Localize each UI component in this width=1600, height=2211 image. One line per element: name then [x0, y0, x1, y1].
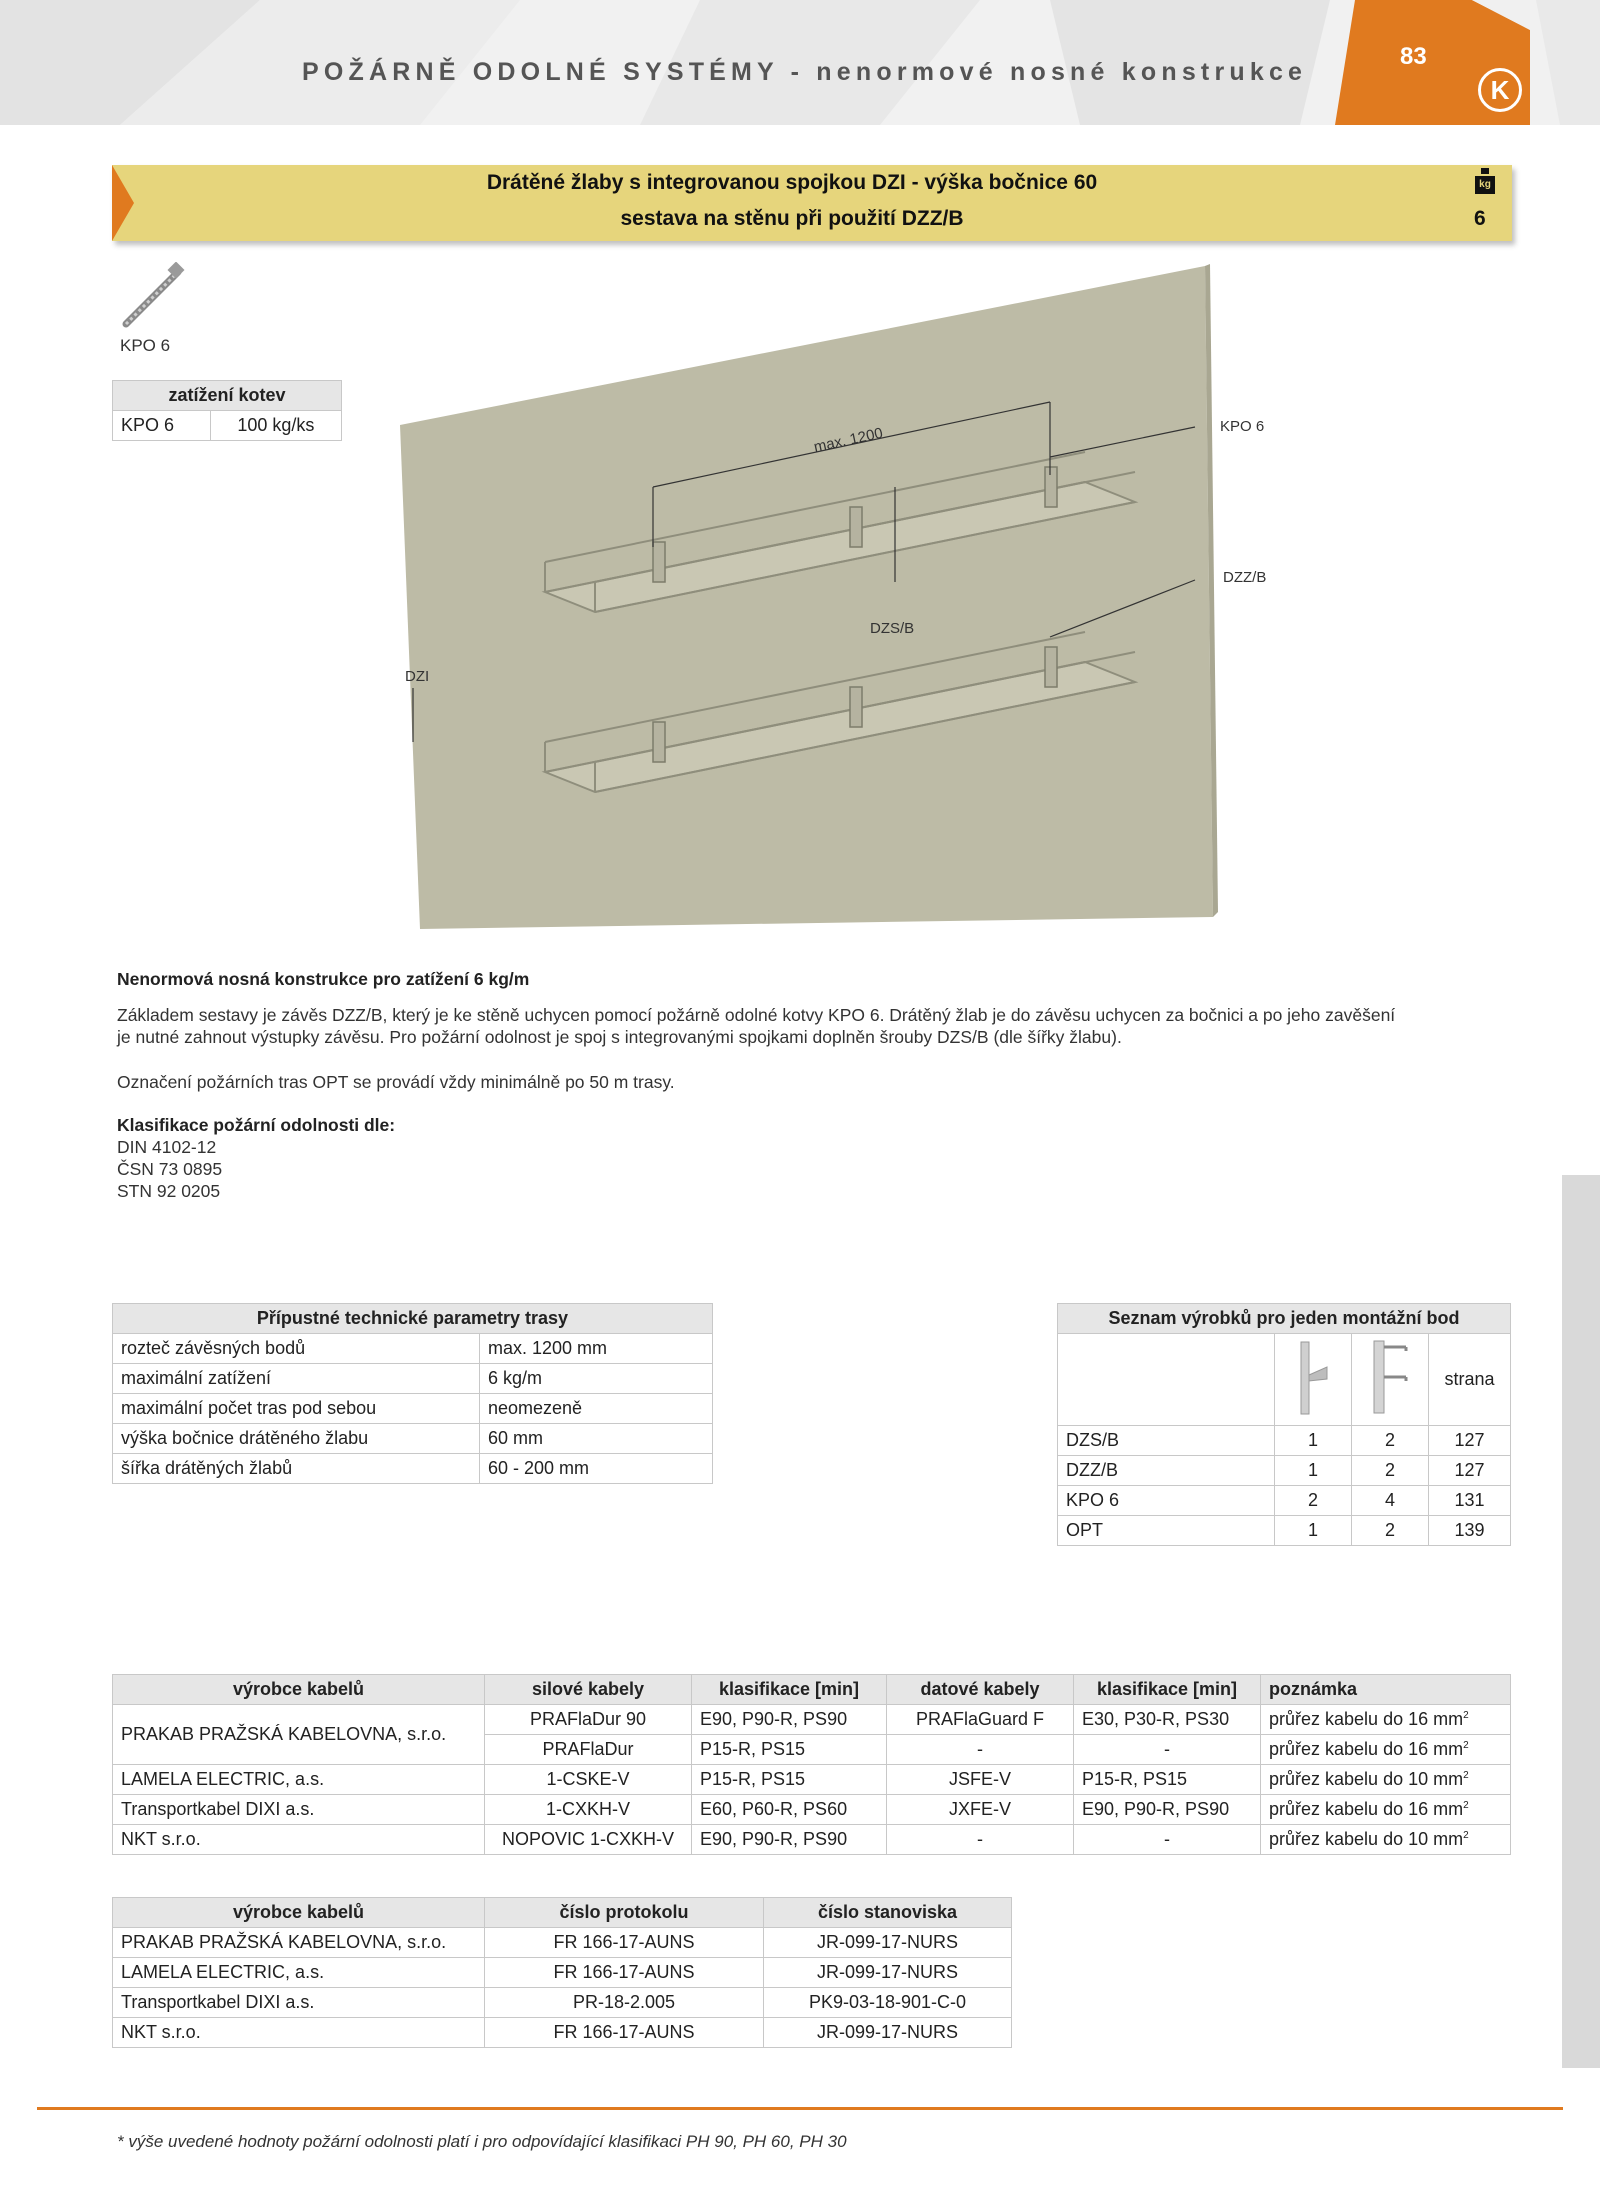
page-title: POŽÁRNĚ ODOLNÉ SYSTÉMY - nenormové nosné konstrukce [302, 58, 1308, 86]
standard-item: DIN 4102-12 [117, 1137, 217, 1157]
params-table-header: Přípustné technické parametry trasy [113, 1304, 713, 1334]
side-tab-bar [1562, 1175, 1600, 2068]
weight-value: 6 [1474, 207, 1486, 230]
col-header: silové kabely [485, 1675, 692, 1705]
table-cell: 2 [1275, 1486, 1352, 1516]
table-cell: JR-099-17-NURS [764, 1928, 1012, 1958]
note-text: průřez kabelu do 10 mm [1269, 1829, 1464, 1849]
note-text: průřez kabelu do 16 mm [1269, 1799, 1464, 1819]
col-header: číslo protokolu [485, 1898, 764, 1928]
description-heading: Nenormová nosná konstrukce pro zatížení 6 kg/m [117, 969, 530, 989]
col-header: klasifikace [min] [692, 1675, 887, 1705]
superscript: 2 [1463, 1770, 1469, 1781]
table-cell: FR 166-17-AUNS [485, 1958, 764, 1988]
table-cell: - [887, 1825, 1074, 1855]
weight-icon-label: kg [1475, 176, 1495, 194]
table-cell: 131 [1429, 1486, 1511, 1516]
table-cell: 60 - 200 mm [480, 1454, 713, 1484]
table-cell: P15-R, PS15 [692, 1735, 887, 1765]
table-row [113, 1334, 713, 1364]
table-cell: PRAFlaDur 90 [485, 1705, 692, 1735]
dzs-bracket-icon [1293, 1337, 1333, 1417]
table-cell: NKT s.r.o. [113, 1825, 485, 1855]
protocol-table [112, 1897, 1012, 2048]
table-cell: JXFE-V [887, 1795, 1074, 1825]
superscript: 2 [1463, 1740, 1469, 1751]
bracket-image [1275, 1334, 1352, 1426]
description-paragraph: Označení požárních tras OPT se provádí vždy minimálně po 50 m trasy. [117, 1072, 675, 1092]
table-cell: 1 [1275, 1456, 1352, 1486]
description-line: je nutné zahnout výstupky závěsu. Pro požární odolnost je spoj s integrovanými spojkami doplněn šrouby DZS/B (dle šířky žlabu). [117, 1027, 1122, 1047]
table-cell: PK9-03-18-901-C-0 [764, 1988, 1012, 2018]
table-cell: LAMELA ELECTRIC, a.s. [113, 1765, 485, 1795]
superscript: 2 [1463, 1710, 1469, 1721]
note-text: průřez kabelu do 16 mm [1269, 1709, 1464, 1729]
table-cell: šířka drátěných žlabů [113, 1454, 480, 1484]
logo-letter: K [1490, 75, 1510, 105]
table-row [113, 411, 342, 441]
table-cell: - [1074, 1825, 1261, 1855]
table-cell: 4 [1352, 1486, 1429, 1516]
table-row [113, 1394, 713, 1424]
table-row [113, 1825, 1511, 1855]
table-cell: 2 [1352, 1516, 1429, 1546]
dzz-hanger-icon [1368, 1337, 1412, 1417]
table-cell: E90, P90-R, PS90 [1074, 1795, 1261, 1825]
table-cell: LAMELA ELECTRIC, a.s. [113, 1958, 485, 1988]
table-cell: 1-CSKE-V [485, 1765, 692, 1795]
table-cell: PRAFlaDur [485, 1735, 692, 1765]
table-cell: DZZ/B [1058, 1456, 1275, 1486]
table-cell: FR 166-17-AUNS [485, 2018, 764, 2048]
table-cell: rozteč závěsných bodů [113, 1334, 480, 1364]
table-cell: JR-099-17-NURS [764, 1958, 1012, 1988]
note-text: průřez kabelu do 16 mm [1269, 1739, 1464, 1759]
table-cell: DZS/B [1058, 1426, 1275, 1456]
col-header: číslo stanoviska [764, 1898, 1012, 1928]
table-cell: max. 1200 mm [480, 1334, 713, 1364]
table-cell: 127 [1429, 1426, 1511, 1456]
table-cell: - [1074, 1735, 1261, 1765]
table-row [113, 1765, 1511, 1795]
table-row [113, 1795, 1511, 1825]
description-line: Základem sestavy je závěs DZZ/B, který je ke stěně uchycen pomocí požárně odolné kotvy KPO 6. Drátěný žlab je do závěsu uchycen za bočnici a po jeho zavěšení [117, 1005, 1396, 1025]
table-cell [1261, 1765, 1511, 1795]
standard-item: ČSN 73 0895 [117, 1159, 223, 1179]
table-cell: KPO 6 [113, 411, 211, 441]
label-dzi: DZI [405, 668, 430, 685]
table-cell: PR-18-2.005 [485, 1988, 764, 2018]
col-header: výrobce kabelů [113, 1675, 485, 1705]
table-cell: 1 [1275, 1426, 1352, 1456]
table-cell: maximální zatížení [113, 1364, 480, 1394]
col-header: poznámka [1261, 1675, 1511, 1705]
table-cell: - [887, 1735, 1074, 1765]
logo [1478, 68, 1522, 112]
label-dzsb: DZS/B [870, 620, 915, 637]
table-cell: maximální počet tras pod sebou [113, 1394, 480, 1424]
footnote: * výše uvedené hodnoty požární odolnosti platí i pro odpovídající klasifikaci PH 90, PH 60, PH 30 [117, 2132, 847, 2151]
table-cell: KPO 6 [1058, 1486, 1275, 1516]
table-cell: E60, P60-R, PS60 [692, 1795, 887, 1825]
table-row [113, 1705, 1511, 1735]
table-cell: 1-CXKH-V [485, 1795, 692, 1825]
table-row [1058, 1516, 1511, 1546]
table-row [1058, 1486, 1511, 1516]
table-cell: JSFE-V [887, 1765, 1074, 1795]
table-row [113, 1988, 1012, 2018]
table-cell: 2 [1352, 1456, 1429, 1486]
dimension-label: max. 1200 [812, 424, 885, 456]
table-cell [1261, 1735, 1511, 1765]
products-table [1057, 1303, 1511, 1546]
table-cell: 6 kg/m [480, 1364, 713, 1394]
weight-icon [1475, 168, 1495, 196]
col-strana: strana [1429, 1334, 1511, 1426]
label-kpo6: KPO 6 [1220, 418, 1265, 435]
table-cell [1261, 1795, 1511, 1825]
note-text: průřez kabelu do 10 mm [1269, 1769, 1464, 1789]
table-cell: 139 [1429, 1516, 1511, 1546]
products-table-header: Seznam výrobků pro jeden montážní bod [1058, 1304, 1511, 1334]
table-cell: výška bočnice drátěného žlabu [113, 1424, 480, 1454]
col-header: výrobce kabelů [113, 1898, 485, 1928]
table-cell: Transportkabel DIXI a.s. [113, 1988, 485, 2018]
table-cell [1261, 1705, 1511, 1735]
table-row [113, 1364, 713, 1394]
table-cell: E90, P90-R, PS90 [692, 1705, 887, 1735]
label-dzzb: DZZ/B [1223, 569, 1267, 586]
anchor-table-header: zatížení kotev [113, 381, 342, 411]
table-row [1058, 1334, 1511, 1426]
table-cell [1261, 1825, 1511, 1855]
parameters-table [112, 1303, 713, 1484]
table-row [113, 1454, 713, 1484]
table-cell: P15-R, PS15 [692, 1765, 887, 1795]
table-cell: Transportkabel DIXI a.s. [113, 1795, 485, 1825]
table-cell: NOPOVIC 1-CXKH-V [485, 1825, 692, 1855]
assembly-diagram [395, 262, 1295, 932]
banner-title: Drátěné žlaby s integrovanou spojkou DZI - výška bočnice 60 [486, 171, 1098, 194]
table-cell: JR-099-17-NURS [764, 2018, 1012, 2048]
cables-table [112, 1674, 1511, 1855]
table-cell: FR 166-17-AUNS [485, 1928, 764, 1958]
table-cell: P15-R, PS15 [1074, 1765, 1261, 1795]
anchor-label: KPO 6 [120, 336, 171, 355]
col-header: klasifikace [min] [1074, 1675, 1261, 1705]
table-cell: OPT [1058, 1516, 1275, 1546]
table-cell: E90, P90-R, PS90 [692, 1825, 887, 1855]
table-row [1058, 1426, 1511, 1456]
superscript: 2 [1463, 1800, 1469, 1811]
table-cell: 2 [1352, 1426, 1429, 1456]
table-row [113, 1424, 713, 1454]
hanger-image [1352, 1334, 1429, 1426]
table-row [113, 1928, 1012, 1958]
table-row [113, 1958, 1012, 1988]
col-header: datové kabely [887, 1675, 1074, 1705]
anchor-bolt-image [118, 262, 188, 332]
table-cell: PRAKAB PRAŽSKÁ KABELOVNA, s.r.o. [113, 1928, 485, 1958]
standard-item: STN 92 0205 [117, 1181, 221, 1201]
table-cell: E30, P30-R, PS30 [1074, 1705, 1261, 1735]
table-cell: neomezeně [480, 1394, 713, 1424]
page-number: 83 [1400, 43, 1427, 70]
table-cell: NKT s.r.o. [113, 2018, 485, 2048]
banner-subtitle: sestava na stěnu při použití DZZ/B [620, 207, 964, 230]
superscript: 2 [1463, 1830, 1469, 1841]
classification-heading: Klasifikace požární odolnosti dle: [117, 1115, 396, 1135]
table-cell: PRAFlaGuard F [887, 1705, 1074, 1735]
footer-divider [37, 2107, 1563, 2110]
table-cell: 1 [1275, 1516, 1352, 1546]
table-cell: 100 kg/ks [210, 411, 341, 441]
table-cell: 127 [1429, 1456, 1511, 1486]
anchor-load-table [112, 380, 342, 441]
table-row [1058, 1456, 1511, 1486]
table-row [113, 2018, 1012, 2048]
table-cell: PRAKAB PRAŽSKÁ KABELOVNA, s.r.o. [113, 1705, 485, 1765]
table-cell: 60 mm [480, 1424, 713, 1454]
